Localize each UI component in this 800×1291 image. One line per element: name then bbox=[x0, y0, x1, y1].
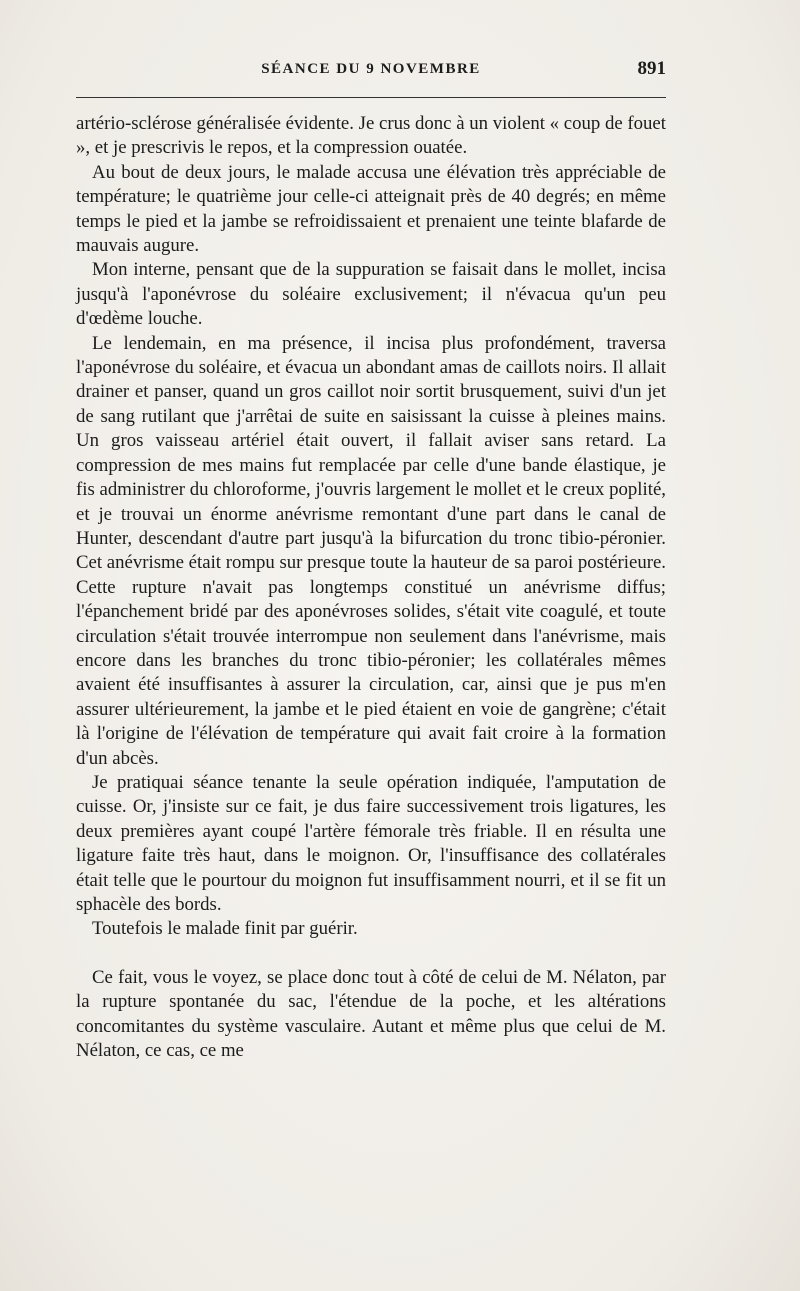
paragraph-3: Mon interne, pensant que de la suppuration se faisait dans le mollet, incisa jusqu'à l'aponévrose du soléaire exclusivement; il n'évacua qu'un peu d'œdème louche. bbox=[76, 259, 666, 330]
paragraph-5: Je pratiquai séance tenante la seule opération indiquée, l'amputation de cuisse. Or, j'insiste sur ce fait, je dus faire successivement trois ligatures, les deux premières ayant coupé l'artère fémorale très friable. Il en résulta une ligature faite très haut, dans le moignon. Or, l'insuffisance des collatérales était telle que le pourtour du moignon fut insuffisamment nourri, et il se fit un sphacèle des bords. bbox=[76, 771, 666, 915]
paragraph-7: Ce fait, vous le voyez, se place donc tout à côté de celui de M. Nélaton, par la rupture spontanée du sac, l'étendue de la poche, et les altérations concomitantes du système vasculaire. Autant et même plus que celui de M. Nélaton, ce cas, ce me bbox=[76, 966, 666, 1062]
header-rule bbox=[76, 97, 666, 98]
running-title: SÉANCE DU 9 NOVEMBRE bbox=[261, 61, 481, 77]
page-number: 891 bbox=[637, 58, 666, 79]
paragraph-2: Au bout de deux jours, le malade accusa une élévation très appréciable de température; le quatrième jour celle-ci atteignait près de 40 degrés; en même temps le pied et la jambe se refroidissaient et prenaient une teinte blafarde de mauvais augure. bbox=[76, 161, 666, 257]
page-header bbox=[76, 58, 666, 82]
paragraph-6: Toutefois le malade finit par guérir. bbox=[92, 918, 358, 940]
paragraph-4: Le lendemain, en ma présence, il incisa plus profondément, traversa l'aponévrose du soléaire, et évacua un abondant amas de caillots noirs. Il allait drainer et panser, quand un gros caillot noir sortit brusquement, suivi d'un jet de sang rutilant que j'arrêtai de suite en saisissant la cuisse à pleines mains. Un gros vaisseau artériel était ouvert, il fallait aviser sans retard. La compression de mes mains fut remplacée par celle d'une bande élastique, je fis administrer du chloroforme, j'ouvris largement le mollet et le creux poplité, et je trouvai un énorme anévrisme remontant d'une part dans le canal de Hunter, descendant d'autre part jusqu'à la bifurcation du tronc tibio-péronier. Cet anévrisme était rompu sur presque toute la hauteur de sa paroi postérieure. Cette rupture n'avait pas longtemps constitué un anévrisme diffus; l'épanchement bridé par des aponévroses solides, s'était vite coagulé, et toute circulation s'était trouvée interrompue non seulement dans l'anévrisme, mais encore dans les branches du tronc tibio-péronier; les collatérales mêmes avaient été insuffisantes à assurer la circulation, car, ainsi que je pus m'en assurer ultérieurement, la jambe et le pied étaient en voie de gangrène; c'était là l'origine de l'élévation de température qui avait fait croire à la formation d'un abcès. bbox=[76, 332, 666, 769]
body-text bbox=[76, 112, 666, 1063]
paragraph-1: artério-sclérose généralisée évidente. Je crus donc à un violent « coup de fouet », et je prescrivis le repos, et la compression ouatée. bbox=[76, 113, 666, 159]
